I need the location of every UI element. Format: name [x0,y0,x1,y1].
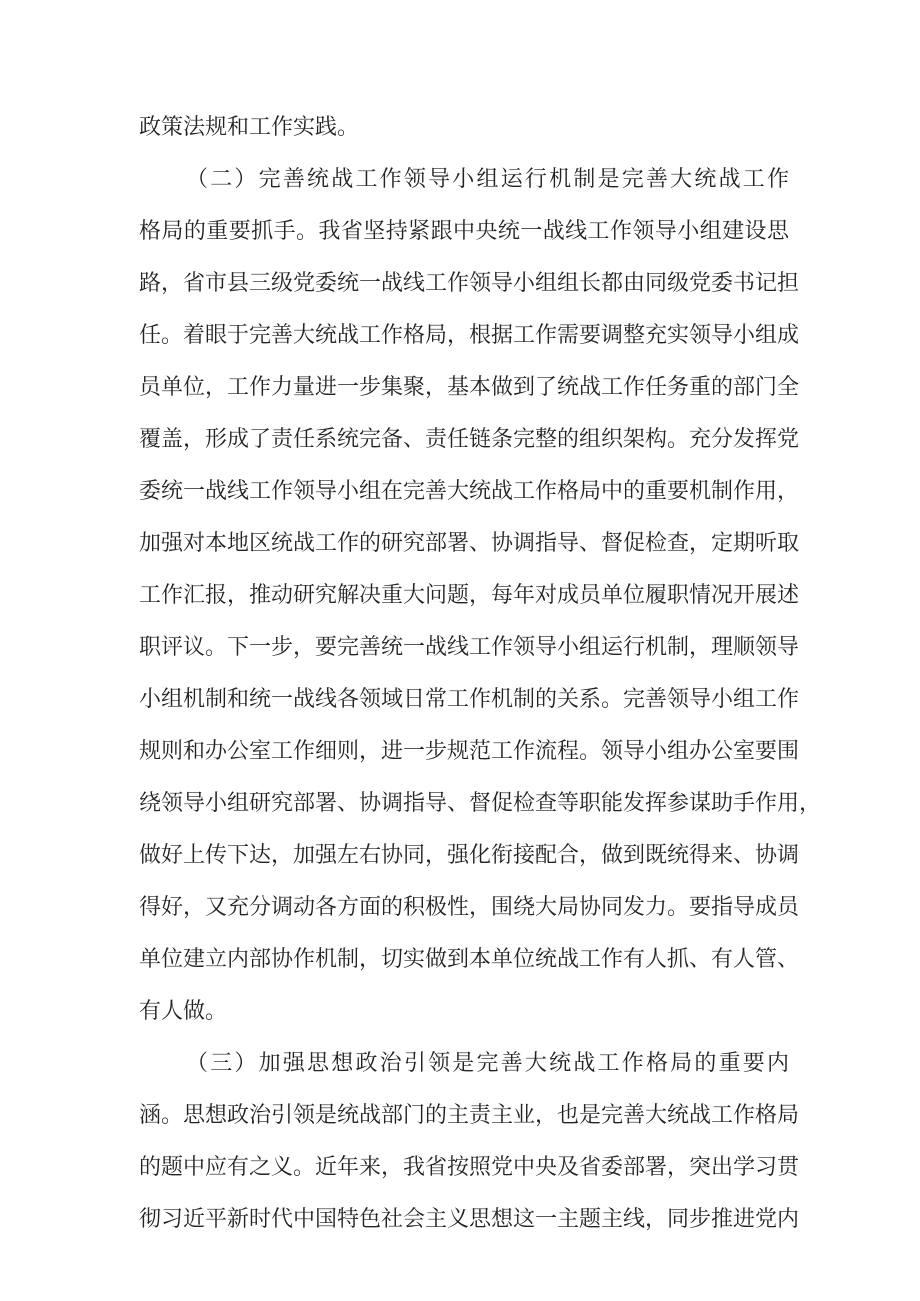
text-line: 有人做。 [139,999,228,1024]
text-line: 单位建立内部协作机制，切实做到本单位统战工作有人抓、有人管、 [139,947,800,972]
text-line: 格局的重要抓手。我省坚持紧跟中央统一战线工作领导小组建设思 [139,219,789,244]
text-line: 工作汇报，推动研究解决重大问题，每年对成员单位履职情况开展述 [139,583,800,608]
text-line: 委统一战线工作领导小组在完善大统战工作格局中的重要机制作用， [139,479,800,504]
text-line: 职评议。下一步，要完善统一战线工作领导小组运行机制，理顺领导 [139,635,800,660]
text-line: 加强对本地区统战工作的研究部署、协调指导、督促检查，定期听取 [139,531,800,556]
text-line: 彻习近平新时代中国特色社会主义思想这一主题主线，同步推进党内 [139,1207,800,1232]
text-line: 的题中应有之义。近年来，我省按照党中央及省委部署，突出学习贯 [139,1155,800,1180]
text-line: 涵。思想政治引领是统战部门的主责主业，也是完善大统战工作格局 [139,1103,800,1128]
text-line: 小组机制和统一战线各领域日常工作机制的关系。完善领导小组工作 [139,687,800,712]
text-line: 政策法规和工作实践。 [139,115,360,140]
text-line: 做好上传下达，加强左右协同，强化衔接配合，做到既统得来、协调 [139,843,800,868]
section-heading-line: （二）完善统战工作领导小组运行机制是完善大统战工作 [186,167,789,192]
text-line: 员单位，工作力量进一步集聚，基本做到了统战工作任务重的部门全 [139,375,800,400]
text-line: 绕领导小组研究部署、协调指导、督促检查等职能发挥参谋助手作用， [139,791,822,816]
text-line: 任。着眼于完善大统战工作格局，根据工作需要调整充实领导小组成 [139,323,800,348]
section-heading-line: （三）加强思想政治引领是完善大统战工作格局的重要内 [186,1051,789,1076]
text-line: 得好，又充分调动各方面的积极性，围绕大局协同发力。要指导成员 [139,895,800,920]
text-line: 路，省市县三级党委统一战线工作领导小组组长都由同级党委书记担 [139,271,800,296]
text-line: 覆盖，形成了责任系统完备、责任链条完整的组织架构。充分发挥党 [139,427,800,452]
text-line: 规则和办公室工作细则，进一步规范工作流程。领导小组办公室要围 [139,739,800,764]
